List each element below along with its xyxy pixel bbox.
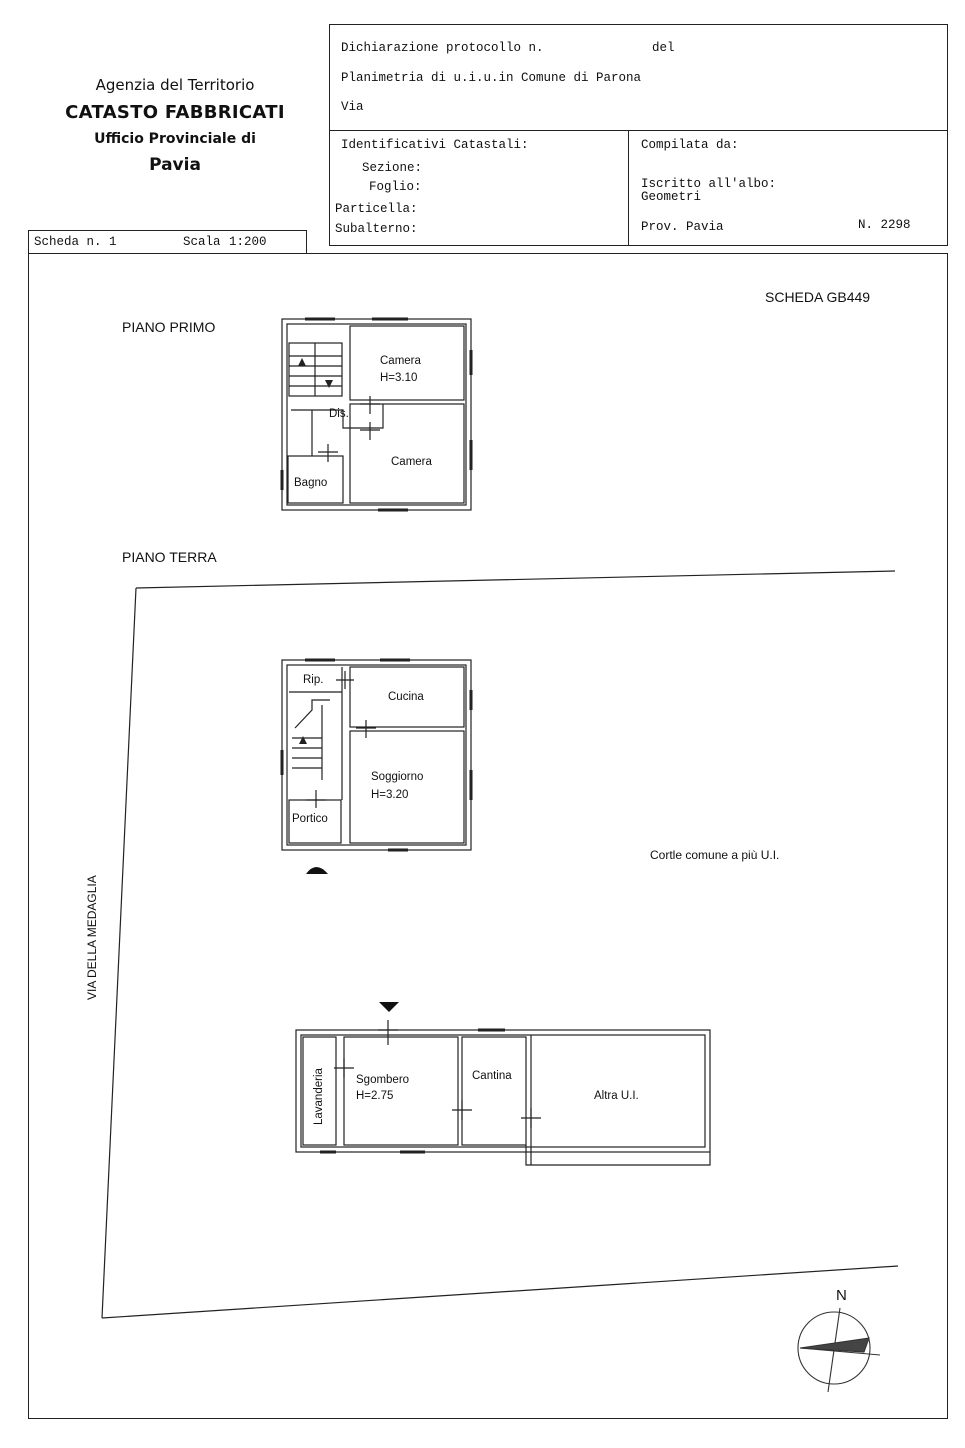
north-arrow-icon: [798, 1308, 880, 1392]
room-label-camera: Camera: [380, 355, 421, 367]
identificativi-label: Identificativi Catastali:: [341, 138, 529, 152]
room-label-dis: Dis.: [329, 408, 349, 420]
room-label-soggiorno: Soggiorno: [371, 771, 424, 783]
scheda-code: SCHEDA GB449: [765, 289, 871, 305]
room-height: H=3.20: [371, 789, 409, 801]
numero-label: N. 2298: [858, 218, 911, 232]
room-height: H=3.10: [380, 372, 418, 384]
geometri-label: Geometri: [641, 190, 702, 204]
stair-down-arrow-icon: [325, 380, 333, 388]
room-label-sgombero: Sgombero: [356, 1074, 410, 1086]
scala-value: 1:200: [229, 235, 267, 249]
compilata-label: Compilata da:: [641, 138, 739, 152]
provincia-label: Pavia: [149, 155, 201, 175]
room-label-bagno: Bagno: [294, 477, 328, 489]
lot-boundary: [136, 571, 895, 588]
entrance-marker-icon: [306, 867, 328, 874]
room-label-cantina: Cantina: [472, 1070, 512, 1082]
del-label: del: [652, 41, 675, 55]
iscritto-label: Iscritto all'albo:: [641, 177, 777, 191]
entrance-marker-icon: [379, 1002, 399, 1012]
room-label-lavanderia: Lavanderia: [313, 1068, 325, 1125]
room-label-camera-2: Camera: [391, 456, 432, 468]
room-label-rip: Rip.: [303, 674, 324, 686]
room-label-portico: Portico: [292, 813, 328, 825]
via-label: Via: [341, 100, 364, 114]
room-label-altra-ui: Altra U.I.: [594, 1090, 639, 1102]
piano-terra-label: PIANO TERRA: [122, 549, 217, 565]
scheda-number: Scheda n. 1: [34, 235, 117, 249]
street-label: VIA DELLA MEDAGLIA: [85, 875, 99, 1000]
ufficio-label: Ufficio Provinciale di: [94, 131, 256, 147]
stair-up-arrow-icon: [298, 358, 306, 366]
particella-label: Particella:: [335, 202, 418, 216]
planimetria-label: Planimetria di u.i.u.in Comune di Parona: [341, 71, 642, 85]
room-height: H=2.75: [356, 1090, 394, 1102]
dichiarazione-label: Dichiarazione protocollo n.: [341, 41, 544, 55]
catasto-title: CATASTO FABBRICATI: [65, 102, 285, 123]
scala-label: Scala: [183, 235, 221, 249]
foglio-label: Foglio:: [369, 180, 422, 194]
sezione-label: Sezione:: [362, 161, 423, 175]
subalterno-label: Subalterno:: [335, 222, 418, 236]
prov-label: Prov. Pavia: [641, 220, 724, 234]
agency-name: Agenzia del Territorio: [95, 76, 255, 94]
room-label-cucina: Cucina: [388, 691, 424, 703]
piano-primo-label: PIANO PRIMO: [122, 319, 216, 335]
cortile-label: Cortle comune a più U.I.: [650, 848, 780, 862]
north-label: N: [836, 1287, 847, 1304]
